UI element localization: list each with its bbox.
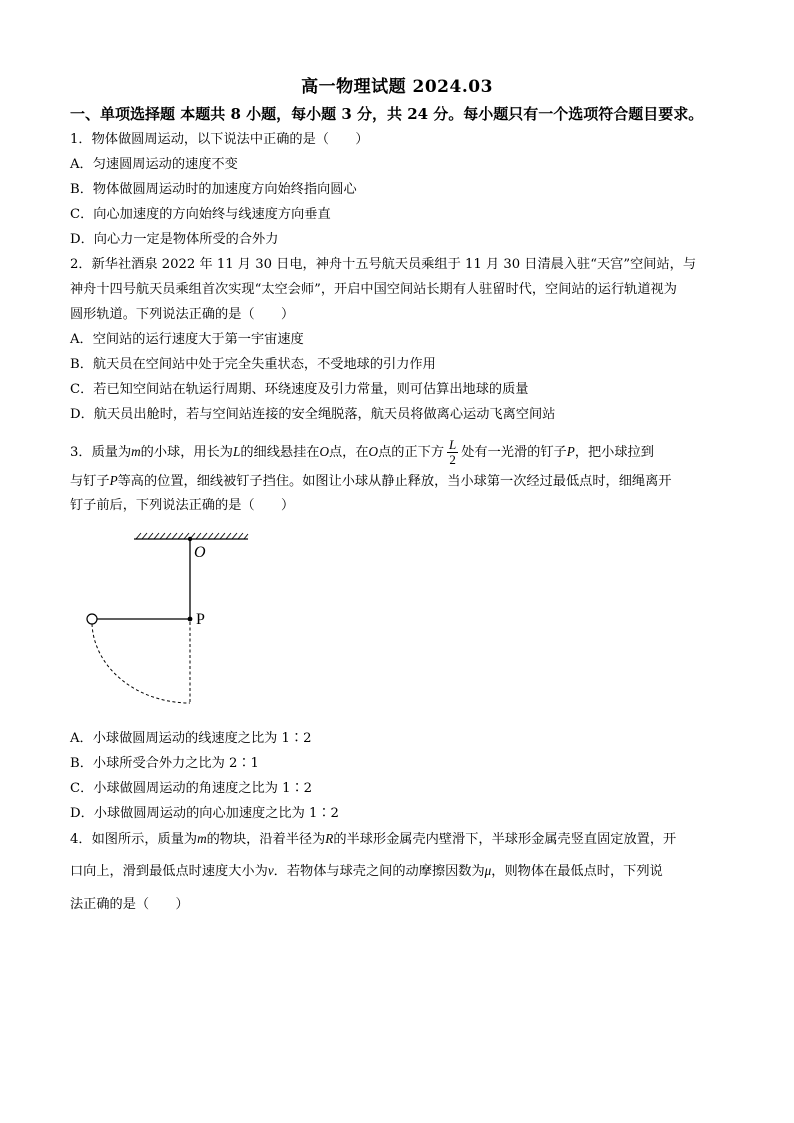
variable-m: m [197,831,207,846]
q3-text: 的细线悬挂在 [240,445,320,460]
nail-P [188,617,193,622]
q4-text: 的物块，沿着半径为 [206,832,326,847]
question-2-stem-line-1: 2．新华社酒泉 2022 年 11 月 30 日电，神舟十五号航天员乘组于 11 月 30 日清晨入驻“天宫”空间站，与 [70,257,697,272]
question-3-option-c: C．小球做圆周运动的角速度之比为 1∶2 [70,781,313,796]
variable-L: L [232,444,241,459]
variable-P: P [109,473,118,488]
q3-text: 点的正下方 [378,445,445,460]
q4-text: 口向上，滑到最低点时速度大小为 [70,864,268,879]
pivot-O [188,537,192,541]
q4-text: 4．如图所示，质量为 [70,832,198,847]
fraction-numerator: L [449,437,457,452]
question-2-option-b: B．航天员在空间站中处于完全失重状态，不受地球的引力作用 [70,357,436,372]
q3-text: ，把小球拉到 [574,445,654,460]
question-1-option-b: B．物体做圆周运动时的加速度方向始终指向圆心 [70,182,357,197]
ball [87,614,97,624]
q4-text: 的半球形金属壳内壁滑下，半球形金属壳竖直固定放置，开 [333,832,677,847]
q3-text: 等高的位置，细线被钉子挡住。如图让小球从静止释放，当小球第一次经过最低点时，细绳离开 [117,474,672,489]
question-1-option-a: A．匀速圆周运动的速度不变 [70,157,238,172]
question-1-option-c: C．向心加速度的方向始终与线速度方向垂直 [70,207,331,222]
question-4-stem-line-2 [70,862,663,881]
question-2-option-c: C．若已知空间站在轨运行周期、环绕速度及引力常量，则可估算出地球的质量 [70,382,529,397]
question-1-option-d: D．向心力一定是物体所受的合外力 [70,232,279,247]
q3-text: 点，在 [328,445,369,460]
q3-text: 3．质量为 [70,445,132,460]
section-heading: 一、单项选择题 本题共 8 小题，每小题 3 分，共 24 分。每小题只有一个选项符合题目要求。 [70,105,704,123]
question-2-stem-line-2: 神舟十四号航天员乘组首次实现“太空会师”，开启中国空间站长期有人驻留时代，空间站的运行轨道视为 [70,282,677,297]
question-3-stem-line-3: 钉子前后，下列说法正确的是（ ） [70,498,295,513]
q4-text: ．若物体与球壳之间的动摩擦因数为 [273,864,485,879]
label-P: P [196,611,205,628]
swing-arc [92,624,190,703]
variable-m: m [131,444,141,459]
q4-text: ，则物体在最低点时，下列说 [491,864,663,879]
question-1-stem: 1．物体做圆周运动，以下说法中正确的是（ ） [70,132,369,147]
page-title: 高一物理试题 2024.03 [301,77,493,97]
fraction-denominator: 2 [449,452,456,467]
question-4-stem-line-1 [70,830,676,849]
q3-text: 处有一光滑的钉子 [461,445,567,460]
variable-O: O [319,444,329,459]
q3-text: 的小球，用长为 [140,445,233,460]
question-3-option-d: D．小球做圆周运动的向心加速度之比为 1∶2 [70,806,339,821]
question-2-stem-line-3: 圆形轨道。下列说法正确的是（ ） [70,307,295,322]
variable-R: R [325,831,334,846]
question-2-option-a: A．空间站的运行速度大于第一宇宙速度 [70,332,304,347]
variable-v: v [267,863,274,878]
q3-text: 与钉子 [70,474,110,489]
label-O: O [194,544,206,561]
question-3-option-b: B．小球所受合外力之比为 2∶1 [70,756,259,771]
variable-O: O [368,444,379,459]
question-3-option-a: A．小球做圆周运动的线速度之比为 1∶2 [70,731,312,746]
variable-mu: μ [484,863,492,878]
question-2-option-d: D．航天员出舱时，若与空间站连接的安全绳脱落，航天员将做离心运动飞离空间站 [70,407,556,422]
variable-P: P [566,444,575,459]
question-4-stem-line-3: 法正确的是（ ） [70,897,189,912]
